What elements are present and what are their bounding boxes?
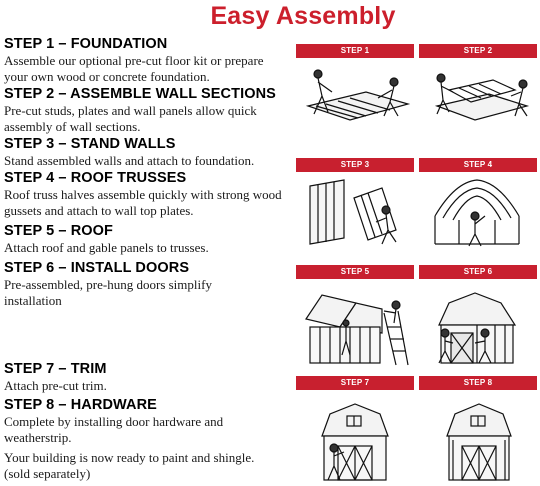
- step-8-illustration: [419, 394, 537, 484]
- step-3-badge: STEP 3: [296, 158, 414, 172]
- step-6-heading: STEP 6 – INSTALL DOORS: [4, 260, 190, 276]
- step-5-illustration: [296, 283, 414, 367]
- step-1-panel: [296, 44, 414, 132]
- closing-note: Your building is now ready to paint and shingle.: [4, 450, 255, 465]
- step-7-illustration: [296, 394, 414, 484]
- step-1-heading: STEP 1 – FOUNDATION: [4, 36, 168, 52]
- step-2-heading: STEP 2 – ASSEMBLE WALL SECTIONS: [4, 86, 276, 102]
- step-2-description: Pre-cut studs, plates and wall panels allow quick assembly of wall sections.: [4, 103, 257, 134]
- step-2-panel: [419, 44, 537, 132]
- closing-note-sub: (sold separately): [4, 466, 91, 481]
- step-6-panel: [419, 265, 537, 367]
- step-7-heading: STEP 7 – TRIM: [4, 361, 107, 377]
- step-5-description: Attach roof and gable panels to trusses.: [4, 240, 209, 255]
- step-2-badge: STEP 2: [419, 44, 537, 58]
- step-5-panel: [296, 265, 414, 367]
- step-6-illustration: [419, 283, 537, 367]
- step-3-description: Stand assembled walls and attach to foundation.: [4, 153, 255, 168]
- step-3-illustration: [296, 176, 414, 250]
- page-title: Easy Assembly: [210, 2, 396, 30]
- step-3-heading: STEP 3 – STAND WALLS: [4, 136, 176, 152]
- step-1-description: Assemble our optional pre-cut floor kit or prepare your own wood or concrete foundation.: [4, 53, 264, 84]
- step-8-panel: [419, 376, 537, 484]
- step-7-panel: [296, 376, 414, 484]
- step-4-heading: STEP 4 – ROOF TRUSSES: [4, 170, 187, 186]
- step-8-description: Complete by installing door hardware and weatherstrip.: [4, 414, 224, 445]
- step-7-description: Attach pre-cut trim.: [4, 378, 107, 393]
- step-2-illustration: [419, 62, 537, 132]
- step-1-badge: STEP 1: [296, 44, 414, 58]
- step-8-badge: STEP 8: [419, 376, 537, 390]
- step-8-heading: STEP 8 – HARDWARE: [4, 397, 157, 413]
- step-7-badge: STEP 7: [296, 376, 414, 390]
- step-4-description: Roof truss halves assemble quickly with strong wood gussets and attach to wall top plates.: [4, 187, 282, 218]
- step-1-illustration: [296, 62, 414, 132]
- step-6-description: Pre-assembled, pre-hung doors simplify installation: [4, 277, 212, 308]
- step-4-panel: [419, 158, 537, 250]
- step-6-badge: STEP 6: [419, 265, 537, 279]
- step-5-badge: STEP 5: [296, 265, 414, 279]
- step-5-heading: STEP 5 – ROOF: [4, 223, 114, 239]
- step-3-panel: [296, 158, 414, 250]
- step-4-badge: STEP 4: [419, 158, 537, 172]
- step-4-illustration: [419, 176, 537, 250]
